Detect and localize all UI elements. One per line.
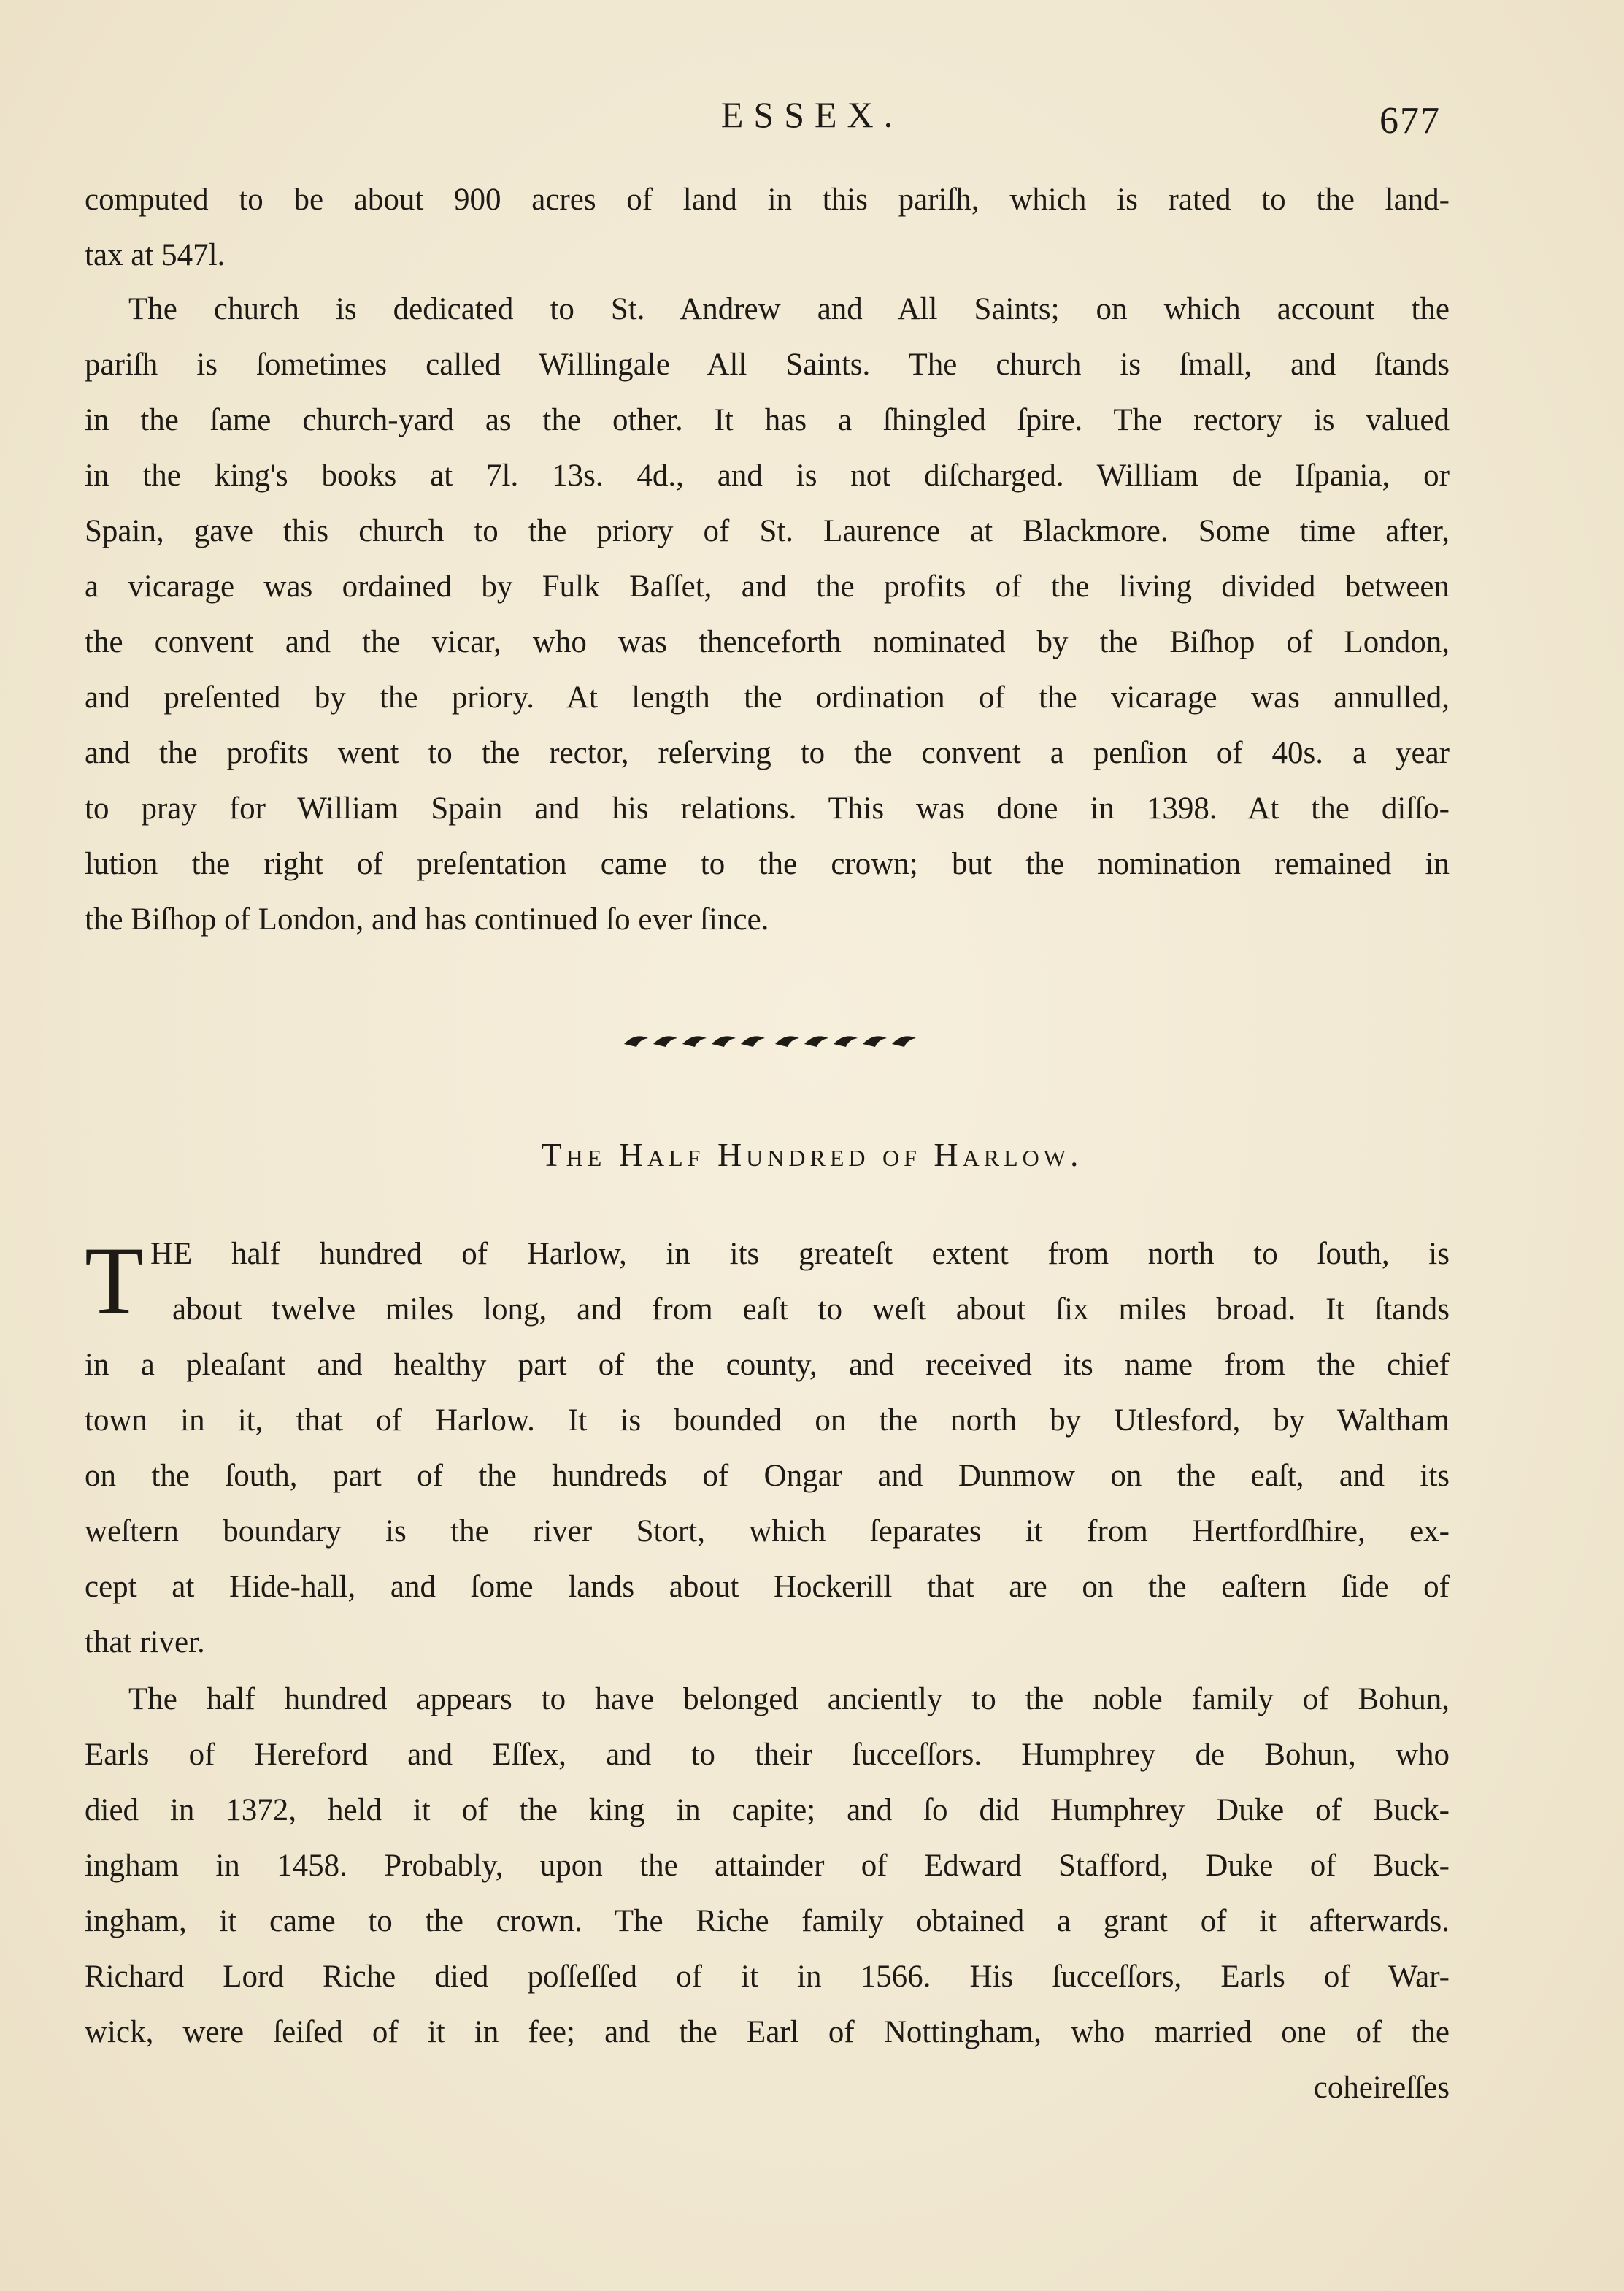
church-paragraph xyxy=(85,282,1450,948)
text-line: in a pleaſant and healthy part of the county, and received its name from the chief xyxy=(85,1348,1450,1382)
text-line: Richard Lord Riche died poſſeſſed of it in 1566. His ſucceſſors, Earls of War- xyxy=(85,1960,1450,1994)
harlow-history-paragraph xyxy=(85,1672,1450,2116)
text-line: in the ſame church-yard as the other. It has a ſhingled ſpire. The rectory is valued xyxy=(85,403,1450,437)
text-line: to pray for William Spain and his relations. This was done in 1398. At the diſſo- xyxy=(85,791,1450,826)
text-line: that river. xyxy=(85,1625,205,1659)
text-line: weſtern boundary is the river Stort, which ſeparates it from Hertfordſhire, ex- xyxy=(85,1514,1450,1549)
text-line: lution the right of preſentation came to the crown; but the nomination remained in xyxy=(85,847,1450,881)
drop-cap: T xyxy=(85,1227,144,1334)
text-line: Spain, gave this church to the priory of St. Laurence at Blackmore. Some time after, xyxy=(85,514,1450,548)
text-line: HE half hundred of Harlow, in its greateſt extent from north to ſouth, is xyxy=(150,1237,1450,1271)
text-line: and the profits went to the rector, reſerving to the convent a penſion of 40s. a year xyxy=(85,736,1450,770)
ornamental-divider xyxy=(620,1025,920,1054)
running-head: ESSEX. xyxy=(720,94,904,135)
harlow-intro-paragraph xyxy=(85,1227,1450,1670)
page-number: 677 xyxy=(1379,100,1441,142)
text-line: in the king's books at 7l. 13s. 4d., and is not diſcharged. William de Iſpania, or xyxy=(85,458,1450,493)
continuation-paragraph xyxy=(85,172,1450,283)
text-line: town in it, that of Harlow. It is bounded on the north by Utlesford, by Waltham xyxy=(85,1403,1450,1438)
text-line: pariſh is ſometimes called Willingale All Saints. The church is ſmall, and ſtands xyxy=(85,348,1450,382)
text-line: about twelve miles long, and from eaſt to weſt about ſix miles broad. It ſtands xyxy=(172,1292,1450,1327)
text-line: tax at 547l. xyxy=(85,238,226,272)
text-line: wick, were ſeiſed of it in fee; and the Earl of Nottingham, who married one of the xyxy=(85,2015,1450,2049)
text-line: and preſented by the priory. At length the ordination of the vicarage was annulled, xyxy=(85,680,1450,715)
text-line: ingham, it came to the crown. The Riche family obtained a grant of it afterwards. xyxy=(85,1904,1450,1938)
section-heading: The Half Hundred of Harlow. xyxy=(541,1136,1083,1173)
text-line: cept at Hide-hall, and ſome lands about Hockerill that are on the eaſtern ſide of xyxy=(85,1570,1450,1604)
text-line: the convent and the vicar, who was thenceforth nominated by the Biſhop of London, xyxy=(85,625,1450,659)
text-line: Earls of Hereford and Eſſex, and to their ſucceſſors. Humphrey de Bohun, who xyxy=(85,1738,1450,1772)
text-line: ingham in 1458. Probably, upon the attainder of Edward Stafford, Duke of Buck- xyxy=(85,1849,1450,1883)
text-line: The half hundred appears to have belonged anciently to the noble family of Bohun, xyxy=(128,1682,1450,1716)
text-line: on the ſouth, part of the hundreds of Ongar and Dunmow on the eaſt, and its xyxy=(85,1459,1450,1493)
text-line: a vicarage was ordained by Fulk Baſſet, and the profits of the living divided between xyxy=(85,569,1450,604)
text-line: The church is dedicated to St. Andrew and All Saints; on which account the xyxy=(128,292,1450,326)
text-line: computed to be about 900 acres of land in this pariſh, which is rated to the land- xyxy=(85,183,1450,217)
text-line: the Biſhop of London, and has continued ſo ever ſince. xyxy=(85,902,769,937)
catchword: coheireſſes xyxy=(1313,2071,1450,2105)
text-line: died in 1372, held it of the king in capite; and ſo did Humphrey Duke of Buck- xyxy=(85,1793,1450,1827)
